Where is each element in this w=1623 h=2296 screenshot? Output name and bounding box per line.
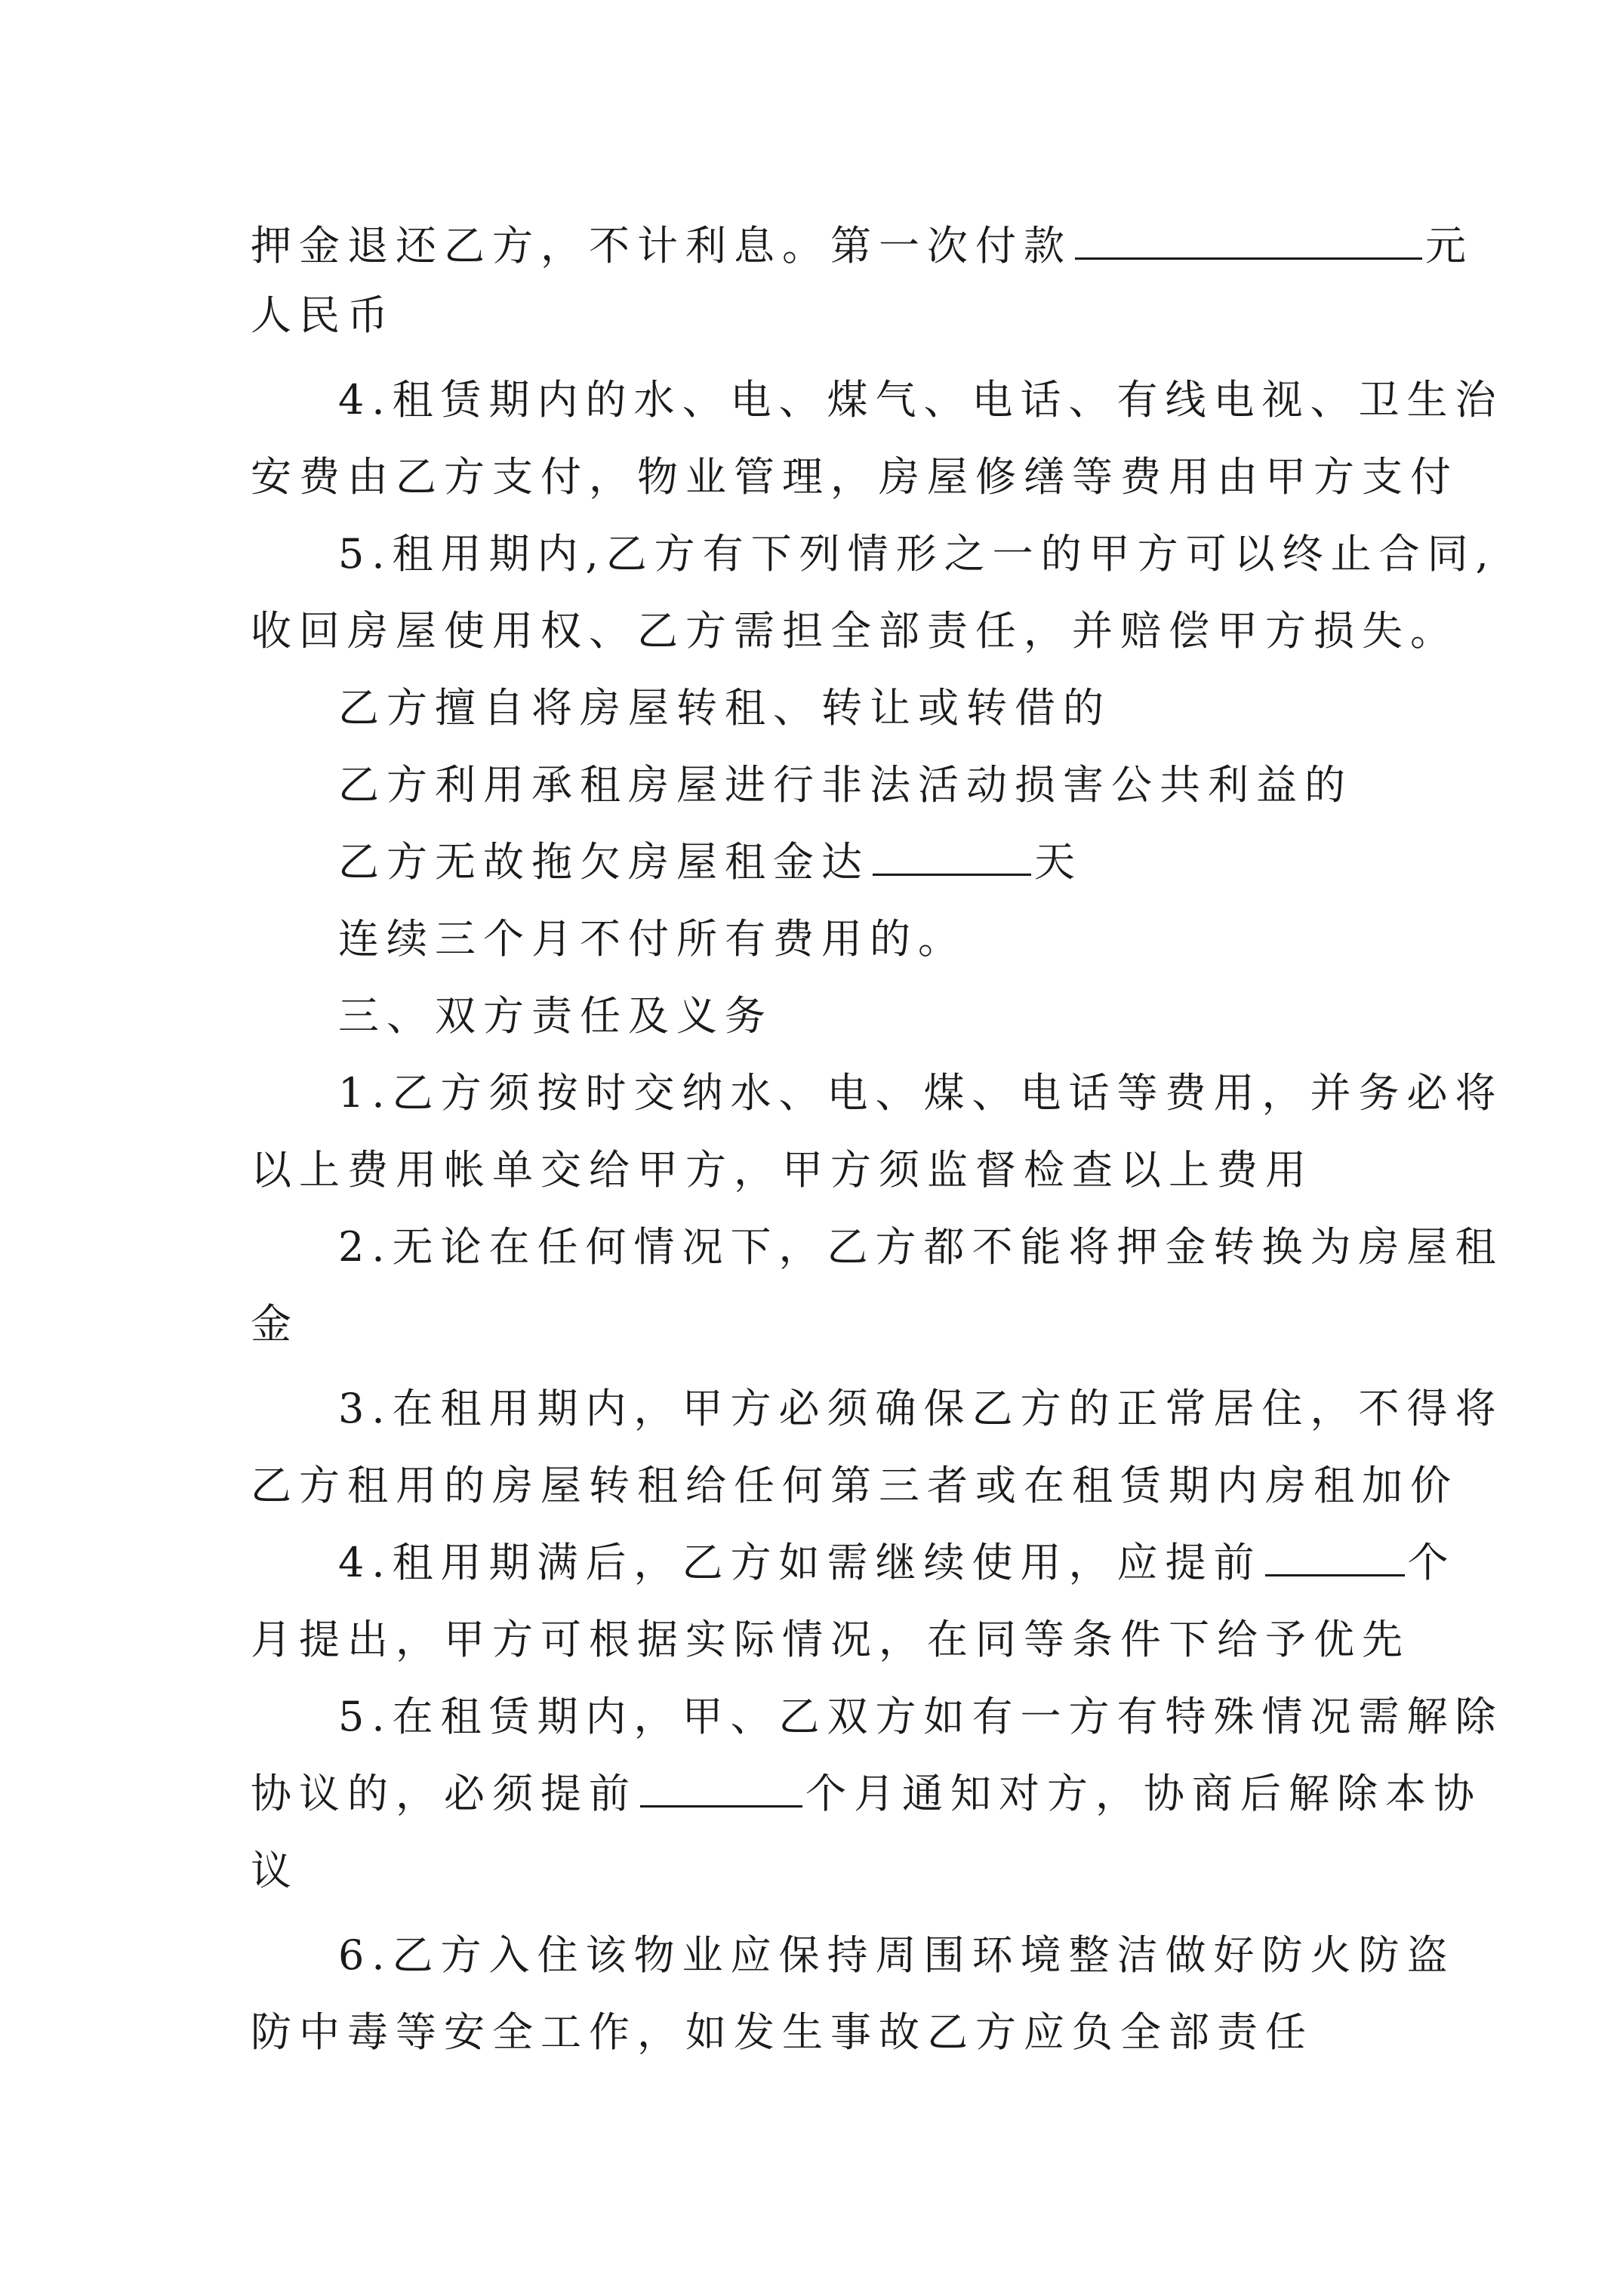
text-line [251, 288, 396, 343]
line-text: 三、双方责任及义务 [338, 992, 773, 1040]
text-line [338, 835, 1083, 889]
text-line [251, 1459, 1458, 1513]
line-text: 乙方利用承租房屋进行非法活动损害公共利益的 [338, 761, 1353, 809]
fill-in-blank [1075, 220, 1422, 260]
line-text: 6.乙方入住该物业应保持周围环境整洁做好防火防盗 [338, 1931, 1455, 1979]
line-text: 2.无论在任何情况下，乙方都不能将押金转换为房屋租 [338, 1223, 1504, 1271]
text-line [338, 1382, 1504, 1436]
line-text: 4.租用期满后，乙方如需继续使用，应提前 [338, 1539, 1262, 1586]
text-line [338, 681, 1111, 735]
fill-in-blank [640, 1767, 802, 1808]
text-line [251, 1297, 299, 1351]
line-text: 安费由乙方支付，物业管理，房屋修缮等费用由甲方支付 [251, 453, 1458, 501]
line-text: 5.在租赁期内，甲、乙双方如有一方有特殊情况需解除 [338, 1693, 1504, 1740]
text-line [338, 1220, 1504, 1274]
text-line [338, 1690, 1504, 1744]
line-text: 1.乙方须按时交纳水、电、煤、电话等费用，并务必将 [338, 1069, 1504, 1117]
fill-in-blank [1265, 1536, 1405, 1576]
line-text: 5.租用期内,乙方有下列情形之一的甲方可以终止合同, [338, 530, 1496, 578]
line-text: 人民币 [251, 291, 396, 339]
line-text: 金 [251, 1300, 299, 1348]
line-text: 个 [1407, 1539, 1456, 1586]
fill-in-blank [873, 836, 1031, 876]
line-text: 收回房屋使用权、乙方需担全部责任，并赔偿甲方损失。 [251, 607, 1458, 655]
text-line [251, 2005, 1313, 2060]
line-text: 乙方擅自将房屋转租、转让或转借的 [338, 684, 1111, 732]
line-text: 天 [1034, 838, 1083, 886]
line-text: 乙方无故拖欠房屋租金达 [338, 838, 870, 886]
line-text: 个月通知对方，协商后解除本协 [805, 1770, 1482, 1817]
text-line [251, 604, 1458, 658]
text-line [251, 219, 1474, 273]
line-text: 协议的，必须提前 [251, 1770, 637, 1817]
text-line [251, 450, 1458, 504]
line-text: 元 [1425, 222, 1474, 270]
line-text: 以上费用帐单交给甲方，甲方须监督检查以上费用 [251, 1146, 1313, 1194]
line-text: 押金退还乙方，不计利息。第一次付款 [251, 222, 1072, 270]
line-text: 3.在租用期内，甲方必须确保乙方的正常居住，不得将 [338, 1385, 1504, 1432]
text-line [338, 1928, 1455, 1983]
text-line [251, 1767, 1482, 1821]
text-line [338, 527, 1496, 581]
line-text: 连续三个月不付所有费用的。 [338, 915, 966, 963]
text-line [251, 1143, 1313, 1197]
text-line [338, 1066, 1504, 1120]
text-line [338, 758, 1353, 812]
text-line [251, 1613, 1410, 1667]
line-text: 防中毒等安全工作，如发生事故乙方应负全部责任 [251, 2008, 1313, 2056]
line-text: 乙方租用的房屋转租给任何第三者或在租赁期内房租加价 [251, 1462, 1458, 1509]
text-line [338, 1536, 1456, 1590]
text-line [338, 912, 966, 966]
line-text: 议 [251, 1847, 299, 1894]
section-heading [338, 989, 773, 1043]
line-text: 月提出，甲方可根据实际情况，在同等条件下给予优先 [251, 1616, 1410, 1663]
line-text: 4.租赁期内的水、电、煤气、电话、有线电视、卫生治 [338, 376, 1504, 424]
text-line [251, 1844, 299, 1898]
text-line [338, 373, 1504, 427]
